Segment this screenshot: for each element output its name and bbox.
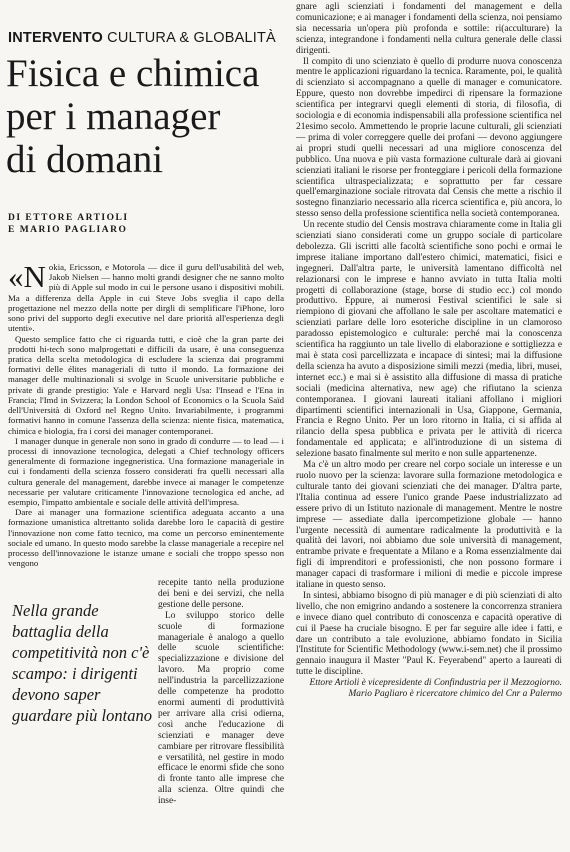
dropcap: «N xyxy=(8,259,46,294)
right-paragraph-3: Ma c'è un altro modo per creare nel corpo sociale un interesse e un ruolo nuovo per la scienza: lavorare sulla formazione metodologica e culturale tanto dei giovani scienziati che dei manager. D'altra parte, l'Italia continua ad essere l'unico grande Paese industrializzato ad essere privo di un Istituto nazionale di management. Mentre le nostre imprese — assediate dalla ipercompetizione globale — hanno l'urgente necessità di aumentare radicalmente la produttività e la qualità dei lavori, noi abbiamo due sole università di management, entrambe private e frequentate a Milano e a Roma essenzialmente dai figli di imprenditori e professionisti, che non possono formare i manager capaci di trasformare i milioni di medie e piccole imprese italiane in questo senso. xyxy=(296,460,562,591)
pull-quote: Nella grande battaglia della competitività non c'è scampo: i dirigenti devono saper guardare più lontano xyxy=(12,601,152,725)
headline-line-3: di domani xyxy=(6,138,164,181)
left-paragraph-4: Dare ai manager una formazione scientifica adeguata accanto a una formazione umanistica altrettanto solida darebbe loro le capacità di gestire l'innovazione non come fatto tecnico, ma come un percorso eminentemente sociale ed umano. In questo modo sarebbe la classe manageriale a recepire nel processo dell'innovazione le istanze umane e sociali che troppo spesso non vengono xyxy=(8,507,284,569)
headline-line-2: per i manager xyxy=(6,95,221,138)
mid-paragraph-1: recepite tanto nella produzione dei beni e dei servizi, che nella gestione delle persone. xyxy=(158,578,284,610)
section-tag-topic: CULTURA & GLOBALITÀ xyxy=(107,30,276,46)
right-paragraph-4: In sintesi, abbiamo bisogno di più manager e di più scienziati di alto livello, che non emigrino andando a sostenere la concorrenza straniera e invece diano quel contributo di conoscenza e capacità operative di cui il Paese ha cruciale bisogno. E per far seguire alle idee i fatti, e dare un contributo a tale evoluzione, abbiamo fondato in Sicilia l'Institute for Scientific Methodology (www.i-sem.net) che il prossimo gennaio inaugura il Master "Paul K. Feyerabend" aperto a laureati di tutte le discipline. xyxy=(296,590,562,678)
section-tag xyxy=(8,30,276,46)
left-paragraph-3: I manager dunque in generale non sono in grado di condurre — to lead — i processi di innovazione tecnologica, delegati a Chief technology officers generalmente di formazione ingegneristica. Una formazione manageriale in cui i fondamenti della scienza fossero considerati fra quelli necessari alla cultura generale del management, darebbe invece ai manager le competenze necessarie per valutare criticamente l'innovazione tecnologica ed anche, ad esempio, l'impatto ambientale e sociale delle attività dell'impresa. xyxy=(8,435,284,508)
right-paragraph-0: gnare agli scienziati i fondamenti del management e della comunicazione; e ai manager i fondamenti della scienza, noi pensiamo sia necessaria un'opera più profonda e sottile: ri(acculturare) la scienza, integrandone i fondamenti nella cultura generale delle classi dirigenti. xyxy=(296,2,562,56)
author-note-1: Ettore Artioli è vicepresidente di Confindustria per il Mezzogiorno. xyxy=(309,678,562,689)
author-note-2: Mario Pagliaro è ricercatore chimico del Cnr a Palermo xyxy=(348,689,562,700)
right-column xyxy=(296,2,562,700)
left-paragraph-1-text: okia, Ericsson, e Motorola — dice il guru dell'usabilità del web, Jakob Nielsen — hanno molti grandi designer che ne sanno molto più di Apple sul modo in cui le persone usano i dispositivi mobili. Ma a differenza della Apple in cui Steve Jobs sveglia il capo della progettazione nel mezzo della notte per dirgli di semplificare l'iPhone, loro sono privi del supporto degli executive nel dare priorità all'esperienza degli utenti». xyxy=(8,262,284,334)
byline xyxy=(8,212,208,236)
left-paragraph-2: Questo semplice fatto che ci riguarda tutti, e cioè che la gran parte dei prodotti hi-tech sono malprogettati e difficili da usare, è una conseguenza pratica della scelta metodologica di escludere la scienza dai programmi formativi delle élites manageriali di tutto il mondo. La formazione dei manager delle multinazionali si svolge in Scuole universitarie pubbliche e private di grande prestigio: Yale e Harvard negli Usa: l'Insead e l'Ena in Francia; l'Imd in Svizzera; la London School of Economics o la Scuola Saïd dell'Università di Oxford nel Regno Unito. Invariabilmente, i programmi formativi hanno in comune l'assenza della scienza: niente fisica, matematica, chimica e biologia, fra i corsi dei manager contemporanei. xyxy=(8,333,284,436)
byline-line-2: E MARIO PAGLIARO xyxy=(8,225,128,235)
left-column xyxy=(8,259,284,569)
byline-line-1: DI ETTORE ARTIOLI xyxy=(8,213,129,223)
left-paragraph-1 xyxy=(8,259,284,334)
section-tag-bold: INTERVENTO xyxy=(8,30,103,46)
middle-narrow-column xyxy=(158,578,284,807)
mid-paragraph-2: Lo sviluppo storico delle scuole di formazione manageriale è analogo a quello delle scuole scientifiche: specializzazione e divisione del lavoro. Ma proprio come nell'industria la parcellizzazione delle competenze ha prodotto enormi aumenti di produttività per arrivare alla crisi odierna, così anche l'educazione di scienziati e manager deve cambiare per ritrovare flessibilità e versatilità, nel gestire in modo efficace le enormi sfide che sono di fronte tanto alle imprese che alla scienza. Oltre quindi che inse- xyxy=(158,610,284,807)
right-paragraph-2: Un recente studio del Censis mostrava chiaramente come in Italia gli scienziati siano considerati come un gruppo sociale di particolare debolezza. Gli iscritti alle facoltà scientifiche sono pochi e ormai le imprese italiane importano dall'estero chimici, matematici, fisici e ingegneri. Dall'altra parte, le università lamentano difficoltà nel relazionarsi con le imprese e hanno avviato in tutta Italia molti progetti di collaborazione (stage, borse di studio ecc.) col mondo produttivo. Eppure, ai numerosi Festival scientifici le sale si riempiono di giovani che affollano le sale per ascoltare matematici e scienziati parlare delle loro esoteriche discipline in un clamoroso paradosso epistemologico e culturale: perché mai la conoscenza scientifica ha raggiunto un tale livello di elaborazione e sottigliezza e mai è stata così parcellizzata e incapace di sintesi; mai la diffusione della scienza ha avuto a disposizione simili mezzi (media, libri, musei, internet ecc.) e mai si è assistito alla diffusione di massa di pratiche sociali (medicina alternativa, new age) che rifiutano la scienza contemporanea. I giovani laureati italiani affollano i migliori dipartimenti scientifici internazionali in Usa, Giappone, Germania, Francia e Regno Unito. Per un loro ritorno in Italia, ci si affida al rilancio della spesa pubblica e privata per le attività di ricerca fondamentale ed applicata; e all'introduzione di un sistema di selezione basato finalmente sul merito e non sulle appartenenze. xyxy=(296,220,562,460)
right-paragraph-1: Il compito di uno scienziato è quello di produrre nuova conoscenza mentre le applicazioni riguardano la tecnica. Raramente, poi, le qualità di scienziato si accompagnano a quelle di manager e comunicatore. Eppure, questo non dovrebbe impedirci di ripensare la formazione scientifica per integrarvi quegli elementi di storia, di filosofia, di sociologia e di economia indispensabili alla professione scientifica nel 21esimo secolo. Ammettendo le proprie lacune culturali, gli scienziati — prima di voler correggere quelle dei profani — devono aggiungere ai propri studi quelli necessari ad una migliore conoscenza del pubblico. Una nuova e più vasta formazione culturale darà ai giovani scienziati italiani le risorse per fronteggiare i pericoli della formazione scientifica ultraspecializzata; e soprattutto per far cessare quell'emarginazione sociale ritrovata dal Censis che mette a rischio il sostegno finanziario necessario alla ricerca scientifica e, più ancora, lo stesso senso della professione scientifica nella società contemporanea. xyxy=(296,56,562,220)
headline-line-1: Fisica e chimica xyxy=(6,52,260,95)
article-headline xyxy=(6,52,291,181)
